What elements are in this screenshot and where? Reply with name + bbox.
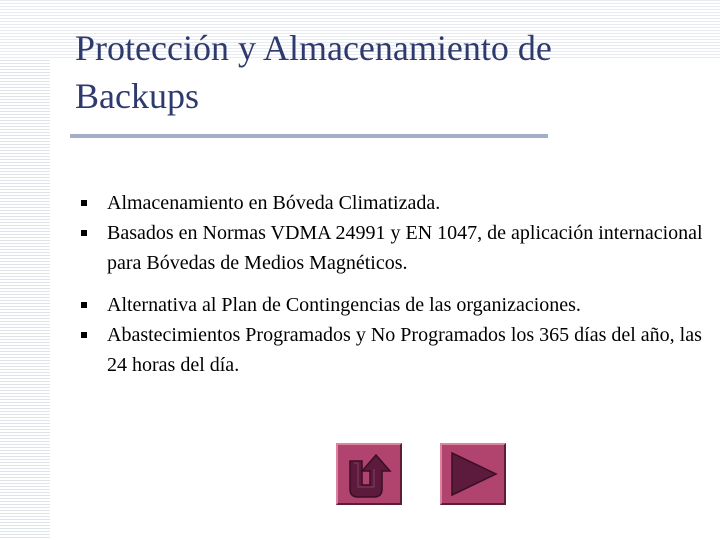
square-bullet-icon	[81, 200, 87, 206]
bullet-list	[80, 188, 710, 380]
slide-title: Protección y Almacenamiento de Backups	[75, 28, 552, 116]
square-bullet-icon	[81, 332, 87, 338]
title-underline	[70, 134, 548, 138]
background-left-stripe	[0, 0, 50, 540]
bullet-text: Almacenamiento en Bóveda Climatizada.	[107, 192, 441, 214]
next-button[interactable]	[440, 443, 506, 505]
bullet-text: Alternativa al Plan de Contingencias de las organizaciones.	[107, 294, 581, 316]
bullet-text: Abastecimientos Programados y No Programados los 365 días del año, las 24 horas del día.	[107, 324, 702, 376]
square-bullet-icon	[81, 230, 87, 236]
square-bullet-icon	[81, 302, 87, 308]
bullet-item	[80, 218, 710, 278]
bullet-item	[80, 320, 710, 380]
bullet-text: Basados en Normas VDMA 24991 y EN 1047, de aplicación internacional para Bóvedas de Medios Magnéticos.	[107, 222, 703, 274]
return-button[interactable]	[336, 443, 402, 505]
bullet-item	[80, 290, 710, 320]
bullet-item	[80, 188, 710, 218]
return-arrow-icon	[338, 445, 400, 503]
play-triangle-icon	[442, 445, 504, 503]
